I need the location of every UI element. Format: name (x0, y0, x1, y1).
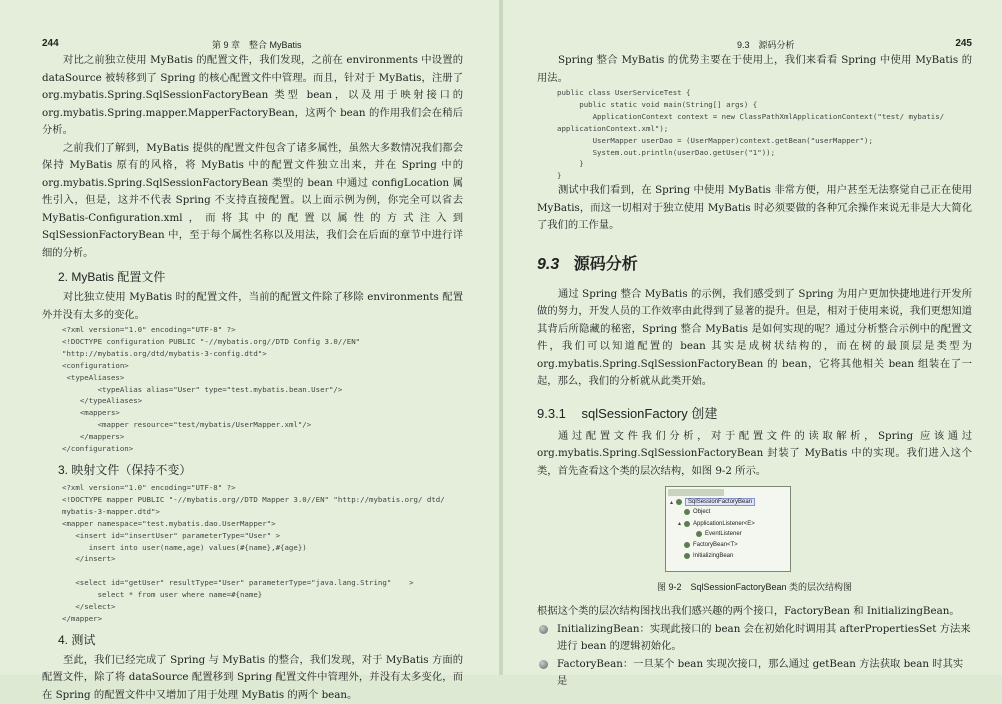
figure-root-row (670, 498, 755, 506)
subsection-number: 9.3.1 (537, 405, 566, 421)
left-paragraph-1: 对比之前独立使用 MyBatis 的配置文件，我们发现，之前在 environments 中设置的 dataSource 被转移到了 Spring 的核心配置文件中管理。而且，针对于 MyBatis，注册了 org.mybatis.Spring.SqlSessionFactoryBean 类型 bean，以及用于映射接口的 org.mybatis.Spring.mapper.MapperFactoryBean，这两个 bean 的作用我们会在稍后分析。 (42, 54, 463, 136)
figure-object-row (684, 509, 710, 515)
code-mybatis-config: <?xml version="1.0" encoding="UTF-8" ?> <!DOCTYPE configuration PUBLIC "-//mybatis.org//DTD Config 3.0//EN" "http://mybatis.org/dtd/mybatis-3-config.dtd"> <configuration> <typeAliases> <typeAlias alias="User" type="test.mybatis.bean.User"/> </typeAliases> <mappers> <mapper resource="test/mybatis/UserMapper.xml"/> </mappers> </configuration> (62, 325, 361, 454)
bullet-icon (539, 625, 548, 634)
expand-icon: ▴ (670, 499, 674, 506)
left-chapter-title: 第 9 章 整合 MyBatis (212, 40, 302, 50)
list-item (537, 621, 972, 656)
right-paragraph-1: Spring 整合 MyBatis 的优势主要在于使用上，我们来看看 Spring 中使用 MyBatis 的用法。 (537, 54, 972, 84)
left-running-header (42, 34, 463, 52)
figure-toolbar (668, 489, 724, 496)
figure-listener-row (678, 520, 755, 527)
right-section-title: 9.3 源码分析 (737, 40, 795, 50)
interface-icon (684, 542, 690, 548)
left-paragraph-4: 至此，我们已经完成了 Spring 与 MyBatis 的整合，我们发现，对于 MyBatis 方面的配置文件，除了将 dataSource 配置移到 Spring 配置文件中管理外，并没有太多变化，而在 Spring 的配置文件中又增加了用于处理 MyBatis 的两个 bean。 (42, 653, 463, 701)
figure-root-label: SqlSessionFactoryBean (685, 498, 755, 506)
figure-eventlistener-row (696, 531, 742, 537)
figure-factorybean-row (684, 542, 738, 548)
code-user-service-test: public class UserServiceTest { public static void main(String[] args) { ApplicationContext context = new ClassPathXmlApplicationContext("test/ mybatis/ applicationContext.xml"); UserMapper userDao = (UserMapper)context.getBean("userMapper"); System.out.println(userDao.getUser("1")); } } (557, 88, 945, 181)
right-paragraph-3: 通过 Spring 整合 MyBatis 的示例，我们感受到了 Spring 为用户更加快捷地进行开发所做的努力，开发人员的工作效率由此得到了显著的提升。但是，相对于使用来说，我们更想知道其背后所隐藏的秘密，Spring 整合 MyBatis 是如何实现的呢？通过分析整合示例中的配置文件，我们可以知道配置的 bean 其实是成树状结构的，而在树的最顶层是类型为 org.mybatis.Spring.SqlSessionFactoryBean 的 bean，它将其他相关 bean 组装在了一起，那么，我们的分析就从此类开始。 (537, 287, 972, 388)
right-paragraph-2: 测试中我们看到，在 Spring 中使用 MyBatis 非常方便，用户甚至无法察觉自己正在使用 MyBatis，而这一切相对于独立使用 MyBatis 时必须要做的各种冗余操作来说无非是大大简化了我们的工作量。 (537, 184, 972, 232)
section-number: 9.3 (537, 255, 560, 273)
interface-icon (684, 521, 690, 527)
figure-caption: 图 9-2 SqlSessionFactoryBean 类的层次结构图 (656, 582, 853, 593)
class-hierarchy-figure (665, 486, 791, 572)
subsection-heading (537, 403, 972, 422)
interface-bullet-list (537, 621, 972, 691)
right-page-number: 245 (955, 38, 972, 49)
class-icon (676, 499, 682, 505)
expand-icon: ▴ (678, 521, 682, 528)
figure-object-label: Object (693, 509, 711, 516)
left-paragraph-2: 之前我们了解到，MyBatis 提供的配置文件包含了诸多属性，虽然大多数情况我们都会保持 MyBatis 原有的风格，将 MyBatis 中的配置文件独立出来，并在 Spring 中的 org.mybatis.Spring.SqlSessionFactoryBean 类型的 bean 中通过 configLocation 属性引入，但是，这并不代表 Spring 不支持直接配置。以上面示例为例，你完全可以省去 MyBatis-Configuration.xml，而将其中的配置以属性的方式注入到 SqlSessionFactoryBean 中，至于每个属性名称以及用法，我们会在后面的章节中进行详细的分析。 (42, 141, 463, 259)
heading-mapping-file: 3. 映射文件（保持不变） (58, 462, 192, 477)
figure-eventlistener-label: EventListener (705, 531, 742, 538)
section-heading (537, 251, 972, 274)
left-page (0, 0, 499, 701)
right-running-header (537, 34, 972, 52)
figure-factorybean-label: FactoryBean<T> (693, 542, 738, 549)
bullet-icon (539, 660, 548, 669)
left-paragraph-3: 对比独立使用 MyBatis 时的配置文件，当前的配置文件除了移除 environments 配置外并没有太多的变化。 (42, 291, 463, 321)
heading-test: 4. 测试 (58, 632, 96, 647)
figure-initializingbean-row (684, 553, 733, 559)
subsection-title: sqlSessionFactory 创建 (581, 405, 718, 421)
left-page-number: 244 (42, 38, 59, 49)
section-title: 源码分析 (573, 255, 638, 273)
heading-mybatis-config: 2. MyBatis 配置文件 (58, 270, 166, 284)
list-item (537, 656, 972, 691)
class-icon (684, 509, 690, 515)
figure-listener-label: ApplicationListener<E> (693, 520, 755, 527)
code-mapper-xml: <?xml version="1.0" encoding="UTF-8" ?> <!DOCTYPE mapper PUBLIC "-//mybatis.org//DTD Mapper 3.0//EN" "http://mybatis.org/ dtd/ mybatis-3-mapper.dtd"> <mapper namespace="test.mybatis.dao.UserMapper"> <insert id="insertUser" parameterType="User" > insert into user(name,age) values(#{name},#{age}) </insert> <select id="getUser" resultType="User" parameterType="java.lang.String" > select * from user where name=#{name} </select> </mapper> (62, 482, 445, 623)
right-page (503, 0, 1002, 688)
figure-initializingbean-label: InitializingBean (693, 553, 734, 560)
right-paragraph-5: 根据这个类的层次结构图找出我们感兴趣的两个接口，FactoryBean 和 InitializingBean。 (537, 605, 960, 618)
interface-icon (696, 531, 702, 537)
bullet-text: InitializingBean：实现此接口的 bean 会在初始化时调用其 afterPropertiesSet 方法来进行 bean 的逻辑初始化。 (557, 622, 971, 653)
bullet-text: FactoryBean：一旦某个 bean 实现次接口，那么通过 getBean 方法获取 bean 时其实是 (557, 657, 964, 688)
interface-icon (684, 553, 690, 559)
right-paragraph-4: 通过配置文件我们分析，对于配置文件的读取解析，Spring 应该通过 org.mybatis.Spring.SqlSessionFactoryBean 封装了 MyBatis 中的实现。我们进入这个类，首先查看这个类的层次结构，如图 9-2 所示。 (537, 429, 972, 477)
